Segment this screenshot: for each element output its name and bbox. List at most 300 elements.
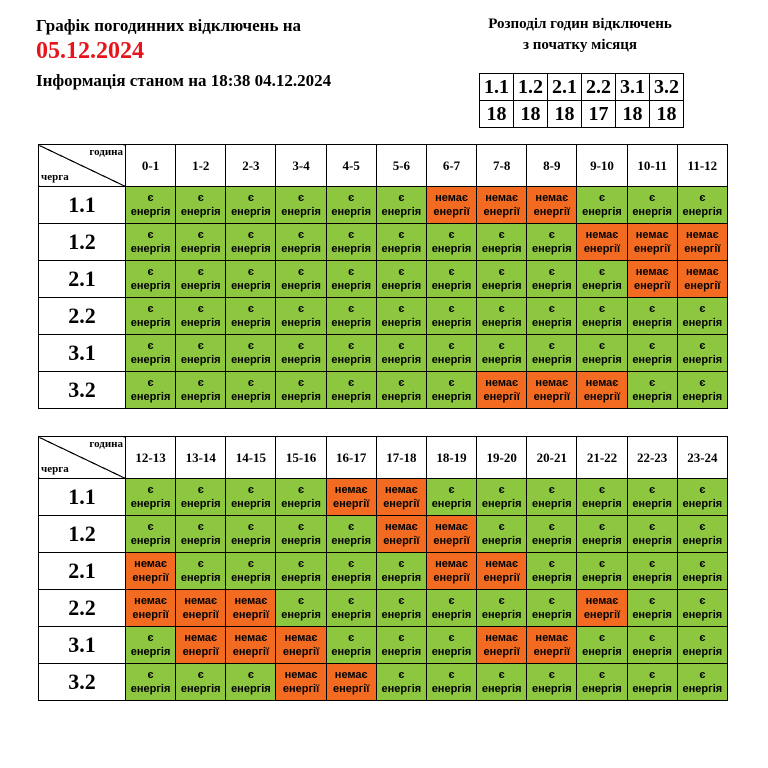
- hour-header: 11-12: [677, 145, 727, 187]
- status-text: немає: [134, 595, 167, 607]
- status-cell-power-on: [326, 224, 376, 261]
- status-text: енергія: [331, 317, 372, 329]
- status-cell-power-on: [627, 664, 677, 701]
- status-text: є: [398, 632, 405, 644]
- status-text: енергія: [281, 280, 321, 292]
- status-text: є: [448, 340, 455, 352]
- status-cell-power-on: [677, 335, 727, 372]
- status-text: є: [398, 340, 405, 352]
- status-text: немає: [334, 669, 368, 681]
- status-text: є: [298, 484, 305, 496]
- status-text: енергія: [231, 535, 271, 547]
- status-text: енергія: [431, 609, 472, 621]
- status-text: енергії: [132, 609, 169, 621]
- status-text: є: [348, 266, 355, 278]
- status-text: є: [247, 558, 254, 570]
- status-text: енергія: [231, 391, 271, 403]
- status-text: енергія: [532, 609, 572, 621]
- status-text: енергія: [331, 354, 372, 366]
- status-text: енергії: [633, 243, 671, 255]
- status-text: є: [448, 595, 455, 607]
- status-cell-power-off: [527, 627, 577, 664]
- status-cell-power-on: [126, 298, 176, 335]
- status-text: є: [298, 595, 305, 607]
- status-text: енергія: [582, 683, 622, 695]
- status-text: енергія: [231, 317, 271, 329]
- status-text: є: [197, 484, 204, 496]
- status-text: є: [247, 303, 254, 315]
- status-cell-power-on: [577, 627, 627, 664]
- status-text: є: [147, 303, 154, 315]
- hour-header: 23-24: [677, 437, 727, 479]
- status-text: енергії: [533, 206, 570, 218]
- status-cell-power-on: [527, 664, 577, 701]
- status-text: є: [699, 377, 706, 389]
- status-text: енергія: [582, 354, 622, 366]
- status-text: є: [247, 192, 254, 204]
- status-text: є: [298, 377, 305, 389]
- status-cell-power-on: [176, 516, 226, 553]
- status-text: є: [197, 303, 204, 315]
- status-text: є: [348, 229, 355, 241]
- status-text: енергія: [431, 646, 472, 658]
- status-text: енергія: [682, 609, 723, 621]
- status-cell-power-on: [577, 664, 627, 701]
- status-text: енергія: [532, 317, 572, 329]
- schedule-table-afternoon: [38, 436, 728, 701]
- status-cell-power-on: [477, 516, 527, 553]
- queue-row: [39, 590, 728, 627]
- status-text: енергії: [333, 683, 370, 695]
- queue-row: [39, 298, 728, 335]
- status-cell-power-off: [426, 516, 476, 553]
- status-text: є: [498, 340, 505, 352]
- status-cell-power-on: [677, 590, 727, 627]
- queue-row: [39, 224, 728, 261]
- status-text: енергія: [682, 354, 723, 366]
- status-text: енергії: [483, 391, 520, 403]
- status-text: енергія: [331, 280, 372, 292]
- status-text: енергія: [632, 683, 672, 695]
- status-text: немає: [635, 229, 669, 241]
- status-text: енергія: [532, 572, 572, 584]
- status-text: енергія: [481, 243, 522, 255]
- status-text: є: [247, 229, 254, 241]
- status-cell-power-on: [426, 627, 476, 664]
- status-text: є: [548, 669, 555, 681]
- status-text: енергія: [130, 535, 171, 547]
- status-text: є: [598, 266, 606, 278]
- distribution-hours: 18: [514, 101, 548, 128]
- status-text: є: [398, 192, 405, 204]
- status-text: енергія: [632, 206, 672, 218]
- status-text: енергії: [633, 280, 671, 292]
- status-text: енергія: [180, 498, 221, 510]
- status-text: є: [298, 340, 305, 352]
- status-cell-power-on: [527, 335, 577, 372]
- status-text: є: [197, 669, 204, 681]
- status-text: енергія: [381, 354, 422, 366]
- status-cell-power-on: [577, 187, 627, 224]
- status-cell-power-off: [126, 553, 176, 590]
- status-text: енергія: [431, 317, 472, 329]
- status-cell-power-on: [527, 590, 577, 627]
- status-text: немає: [585, 229, 619, 241]
- status-text: є: [398, 377, 405, 389]
- status-cell-power-on: [326, 516, 376, 553]
- status-text: енергія: [130, 683, 171, 695]
- status-text: енергії: [684, 280, 721, 292]
- status-cell-power-on: [527, 224, 577, 261]
- status-cell-power-off: [477, 553, 527, 590]
- status-text: немає: [485, 632, 519, 644]
- status-cell-power-off: [276, 664, 326, 701]
- status-cell-power-off: [276, 627, 326, 664]
- status-text: немає: [535, 377, 569, 389]
- distribution-title: [470, 14, 690, 56]
- hour-label: година: [89, 146, 123, 158]
- status-text: енергія: [180, 535, 221, 547]
- status-text: немає: [435, 192, 468, 204]
- status-text: енергія: [632, 498, 672, 510]
- status-text: енергія: [582, 572, 622, 584]
- status-text: є: [649, 484, 656, 496]
- status-text: енергія: [682, 535, 723, 547]
- status-cell-power-on: [577, 553, 627, 590]
- status-text: є: [448, 303, 455, 315]
- status-text: енергія: [130, 243, 171, 255]
- status-cell-power-off: [677, 224, 727, 261]
- status-cell-power-on: [426, 372, 476, 409]
- status-text: є: [448, 377, 455, 389]
- status-cell-power-on: [126, 224, 176, 261]
- status-text: немає: [535, 192, 569, 204]
- status-cell-power-on: [376, 590, 426, 627]
- queue-label: черга: [41, 171, 69, 183]
- status-cell-power-on: [326, 187, 376, 224]
- status-cell-power-on: [677, 479, 727, 516]
- status-text: енергія: [180, 391, 221, 403]
- status-text: є: [448, 484, 455, 496]
- status-text: є: [548, 558, 555, 570]
- status-cell-power-on: [376, 187, 426, 224]
- status-cell-power-off: [426, 553, 476, 590]
- status-cell-power-on: [477, 261, 527, 298]
- distribution-hours: 18: [548, 101, 582, 128]
- status-text: енергія: [130, 498, 171, 510]
- status-text: є: [147, 632, 154, 644]
- status-text: є: [348, 632, 355, 644]
- hour-header: 4-5: [326, 145, 376, 187]
- status-text: енергія: [632, 646, 672, 658]
- status-text: енергія: [281, 535, 321, 547]
- queue-row: [39, 187, 728, 224]
- status-text: є: [598, 669, 606, 681]
- status-cell-power-on: [426, 261, 476, 298]
- status-text: є: [197, 266, 204, 278]
- status-text: є: [348, 303, 355, 315]
- status-cell-power-on: [376, 335, 426, 372]
- status-cell-power-on: [376, 664, 426, 701]
- schedule-date: 05.12.2024: [36, 38, 144, 64]
- status-text: енергія: [281, 354, 321, 366]
- status-text: енергія: [532, 243, 572, 255]
- status-text: енергії: [232, 646, 270, 658]
- status-text: немає: [184, 595, 218, 607]
- status-text: є: [298, 229, 305, 241]
- status-cell-power-on: [126, 335, 176, 372]
- status-text: є: [197, 377, 204, 389]
- status-cell-power-on: [376, 261, 426, 298]
- distribution-table: [479, 73, 684, 128]
- status-cell-power-on: [677, 372, 727, 409]
- status-cell-power-on: [627, 372, 677, 409]
- status-text: енергії: [282, 683, 320, 695]
- status-text: немає: [384, 484, 418, 496]
- distribution-queue: 1.2: [514, 74, 548, 101]
- status-text: є: [348, 340, 355, 352]
- status-cell-power-on: [176, 224, 226, 261]
- status-text: немає: [485, 377, 519, 389]
- distribution-queue-row: [480, 74, 684, 101]
- status-text: енергія: [331, 206, 372, 218]
- status-cell-power-on: [577, 516, 627, 553]
- status-text: є: [699, 632, 706, 644]
- status-cell-power-on: [376, 627, 426, 664]
- schedule-title: Графік погодинних відключень на: [36, 16, 302, 35]
- status-text: є: [548, 521, 555, 533]
- status-text: енергія: [582, 280, 622, 292]
- status-cell-power-on: [477, 224, 527, 261]
- status-text: енергія: [180, 683, 221, 695]
- distribution-queue: 3.1: [616, 74, 650, 101]
- status-text: є: [197, 229, 204, 241]
- status-text: є: [348, 558, 355, 570]
- queue-row: [39, 261, 728, 298]
- status-text: немає: [384, 521, 418, 533]
- status-cell-power-off: [326, 664, 376, 701]
- status-text: енергія: [281, 609, 321, 621]
- status-text: є: [448, 669, 455, 681]
- status-cell-power-on: [226, 261, 276, 298]
- status-cell-power-on: [226, 479, 276, 516]
- status-text: є: [147, 521, 154, 533]
- status-text: є: [598, 303, 606, 315]
- hour-header-row: [39, 145, 728, 187]
- status-text: енергії: [533, 646, 570, 658]
- distribution-queue: 1.1: [480, 74, 514, 101]
- status-cell-power-on: [627, 298, 677, 335]
- status-text: енергія: [381, 646, 422, 658]
- status-text: енергія: [481, 683, 522, 695]
- status-text: енергії: [132, 572, 169, 584]
- status-text: енергія: [381, 609, 422, 621]
- status-text: енергія: [231, 280, 271, 292]
- status-text: немає: [234, 595, 268, 607]
- status-text: енергія: [331, 572, 372, 584]
- hour-header: 20-21: [527, 437, 577, 479]
- status-cell-power-on: [326, 553, 376, 590]
- status-cell-power-on: [326, 590, 376, 627]
- status-cell-power-on: [126, 479, 176, 516]
- status-text: є: [247, 377, 254, 389]
- distribution-queue: 2.1: [548, 74, 582, 101]
- status-cell-power-off: [527, 187, 577, 224]
- status-text: енергія: [582, 206, 622, 218]
- status-cell-power-on: [577, 479, 627, 516]
- status-text: є: [298, 558, 305, 570]
- queue-row: [39, 553, 728, 590]
- status-text: є: [247, 484, 254, 496]
- status-text: є: [699, 669, 706, 681]
- status-text: є: [197, 521, 204, 533]
- status-text: немає: [685, 266, 719, 278]
- queue-row: [39, 516, 728, 553]
- status-text: енергія: [381, 683, 422, 695]
- status-text: енергія: [331, 243, 372, 255]
- status-cell-power-on: [276, 335, 326, 372]
- status-cell-power-on: [226, 372, 276, 409]
- status-text: енергія: [130, 206, 171, 218]
- status-cell-power-on: [477, 298, 527, 335]
- distribution-title-line1: Розподіл годин відключень: [488, 16, 672, 32]
- status-cell-power-off: [226, 590, 276, 627]
- status-text: енергія: [231, 683, 271, 695]
- status-cell-power-on: [527, 553, 577, 590]
- status-text: енергія: [281, 206, 321, 218]
- hour-header: 3-4: [276, 145, 326, 187]
- info-timestamp: Інформація станом на 18:38 04.12.2024: [36, 71, 332, 90]
- status-text: енергія: [682, 498, 723, 510]
- hour-header: 21-22: [577, 437, 627, 479]
- status-cell-power-off: [376, 479, 426, 516]
- status-text: енергія: [381, 280, 422, 292]
- status-text: енергія: [532, 354, 572, 366]
- status-text: енергія: [180, 206, 221, 218]
- status-text: енергія: [331, 646, 372, 658]
- status-text: енергії: [483, 206, 520, 218]
- status-cell-power-on: [326, 335, 376, 372]
- status-text: є: [147, 484, 154, 496]
- status-cell-power-on: [627, 516, 677, 553]
- status-text: є: [649, 340, 656, 352]
- status-text: є: [548, 340, 555, 352]
- status-cell-power-on: [226, 187, 276, 224]
- status-text: енергія: [130, 317, 171, 329]
- status-text: є: [548, 229, 555, 241]
- status-text: є: [598, 632, 606, 644]
- status-text: енергія: [231, 243, 271, 255]
- status-text: є: [398, 595, 405, 607]
- status-text: є: [699, 192, 706, 204]
- hour-header: 0-1: [126, 145, 176, 187]
- status-text: енергія: [632, 572, 672, 584]
- hour-header: 9-10: [577, 145, 627, 187]
- distribution-hours: 18: [650, 101, 684, 128]
- status-cell-power-off: [126, 590, 176, 627]
- status-text: енергії: [583, 243, 621, 255]
- status-cell-power-on: [477, 335, 527, 372]
- queue-number: 3.2: [39, 372, 126, 409]
- status-text: є: [498, 521, 505, 533]
- status-text: енергія: [632, 354, 672, 366]
- status-cell-power-off: [376, 516, 426, 553]
- status-cell-power-off: [577, 224, 627, 261]
- status-text: енергія: [281, 317, 321, 329]
- status-text: енергія: [281, 572, 321, 584]
- status-text: є: [298, 521, 305, 533]
- status-text: енергії: [182, 646, 219, 658]
- status-cell-power-on: [176, 664, 226, 701]
- status-text: є: [298, 266, 305, 278]
- status-text: немає: [284, 632, 318, 644]
- status-text: енергія: [481, 280, 522, 292]
- status-text: є: [298, 303, 305, 315]
- status-text: енергія: [130, 646, 171, 658]
- queue-number: 3.1: [39, 627, 126, 664]
- status-text: енергія: [532, 535, 572, 547]
- status-text: енергія: [481, 354, 522, 366]
- status-text: енергія: [180, 280, 221, 292]
- status-text: енергії: [684, 243, 721, 255]
- status-cell-power-off: [527, 372, 577, 409]
- status-text: енергії: [583, 391, 621, 403]
- status-text: енергії: [433, 206, 470, 218]
- status-cell-power-off: [677, 261, 727, 298]
- status-text: є: [649, 377, 656, 389]
- status-cell-power-off: [326, 479, 376, 516]
- status-cell-power-on: [577, 335, 627, 372]
- status-text: енергія: [231, 498, 271, 510]
- distribution-queue: 2.2: [582, 74, 616, 101]
- queue-number: 2.2: [39, 298, 126, 335]
- status-text: немає: [234, 632, 268, 644]
- status-text: енергії: [533, 391, 570, 403]
- status-cell-power-on: [276, 261, 326, 298]
- status-text: енергія: [431, 280, 472, 292]
- status-text: є: [598, 192, 606, 204]
- status-text: енергія: [331, 535, 372, 547]
- status-text: є: [348, 595, 355, 607]
- status-cell-power-on: [226, 553, 276, 590]
- status-text: енергії: [433, 572, 470, 584]
- status-cell-power-on: [176, 479, 226, 516]
- status-cell-power-on: [577, 261, 627, 298]
- status-text: є: [598, 558, 606, 570]
- status-text: енергія: [582, 317, 622, 329]
- status-text: енергія: [532, 683, 572, 695]
- status-cell-power-on: [426, 224, 476, 261]
- status-text: енергія: [381, 572, 422, 584]
- hour-header: 10-11: [627, 145, 677, 187]
- status-text: енергії: [282, 646, 320, 658]
- status-text: немає: [685, 229, 719, 241]
- status-cell-power-on: [527, 479, 577, 516]
- queue-number: 2.1: [39, 261, 126, 298]
- status-text: є: [699, 484, 706, 496]
- status-text: є: [147, 669, 154, 681]
- status-text: є: [699, 595, 706, 607]
- status-cell-power-on: [326, 298, 376, 335]
- status-cell-power-on: [627, 479, 677, 516]
- status-text: енергія: [180, 354, 221, 366]
- status-text: енергії: [232, 609, 270, 621]
- status-text: немає: [134, 558, 167, 570]
- status-text: є: [398, 558, 405, 570]
- status-cell-power-on: [426, 335, 476, 372]
- status-cell-power-on: [276, 187, 326, 224]
- status-text: енергія: [281, 391, 321, 403]
